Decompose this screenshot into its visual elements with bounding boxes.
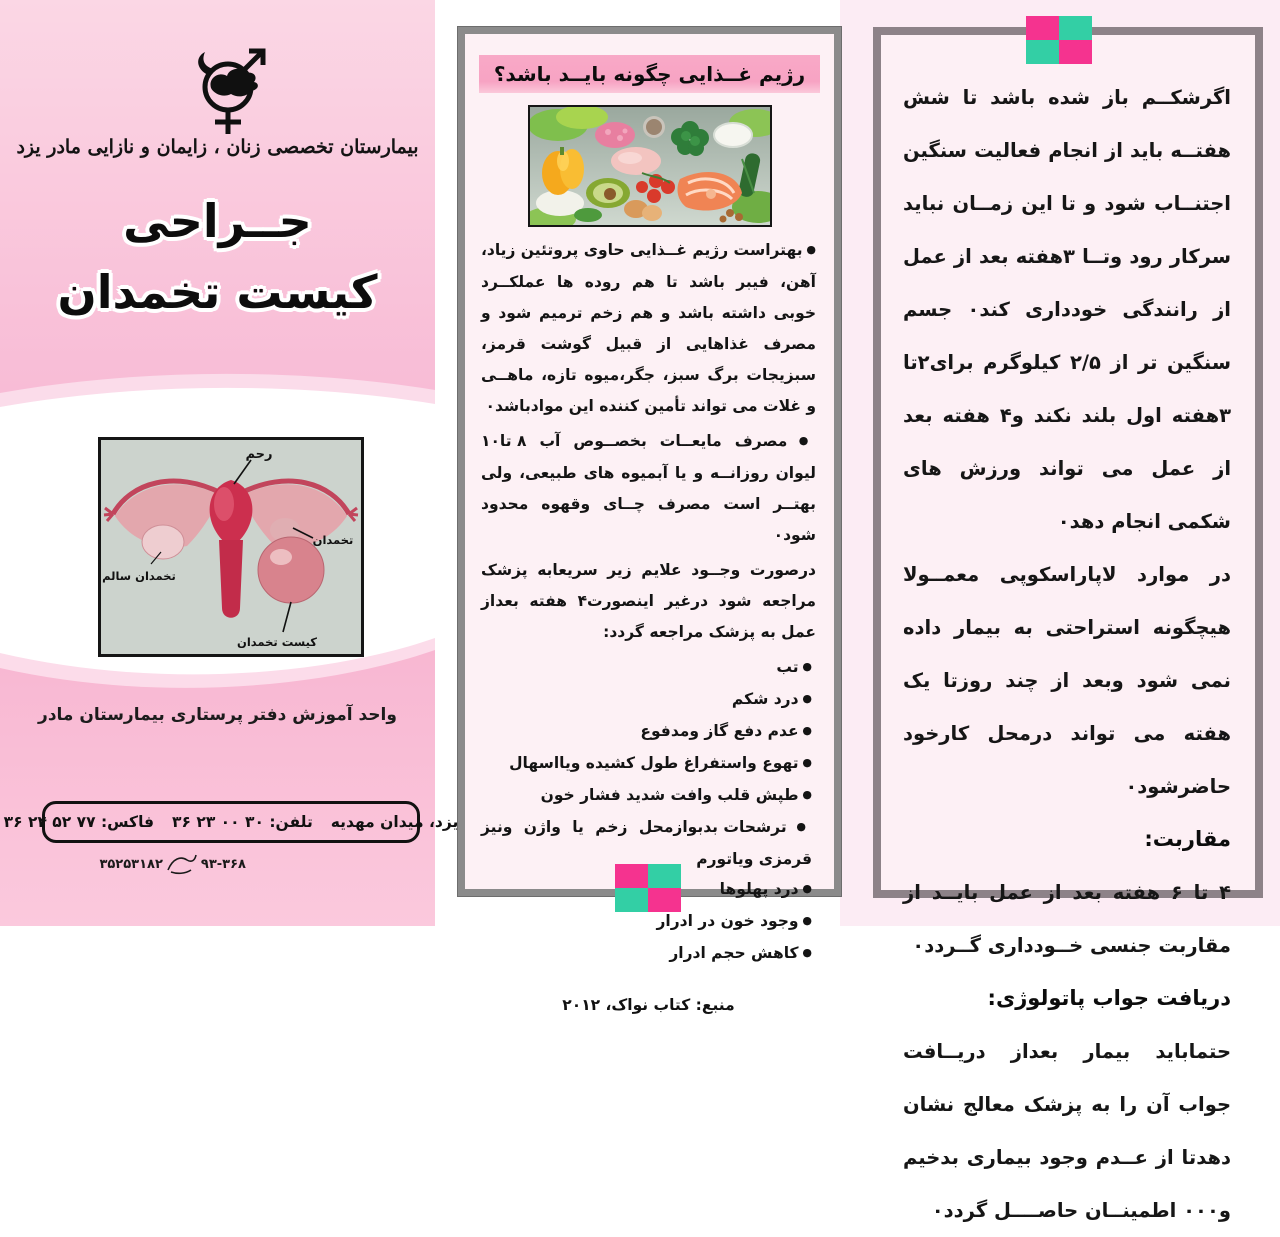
laparoscopy-paragraph: در موارد لاپاراسکوپی معمــولا هیچگونه استراحتی به بیمار داده نمی شود وبعد از چند روزتا یک هفته می تواند درمحل کارخود حاضرشود۰ xyxy=(903,563,1231,798)
symptom-item: ● طپش قلب وافت شدید فشار خون xyxy=(481,780,814,812)
post-op-care-panel xyxy=(873,27,1263,1222)
phone-number: ۳۶ ۲۳ ۰۰ ۳۰ xyxy=(172,813,264,831)
label-ovarian-cyst: کیست تخمدان xyxy=(237,635,317,649)
symptom-item: ● درد شکم xyxy=(481,684,814,716)
intercourse-paragraph: ۴ تا ۶ هفته بعد از عمل بایــد از مقاربت جنسی خــودداری گــردد۰ xyxy=(903,881,1231,957)
warning-paragraph: درصورت وجــود علایم زیر سریعابه پزشک مراجعه شود درغیر اینصورت۴ هفته بعداز عمل به پزشک مراجعه گردد: xyxy=(481,561,816,641)
print-code-left: ۳۵۲۵۳۱۸۲ xyxy=(99,856,163,872)
pathology-heading: دریافت جواب پاتولوژی: xyxy=(987,986,1231,1010)
label-healthy-ovary: تخمدان سالم xyxy=(102,569,176,583)
pathology-paragraph: حتماباید بیمار بعداز دریــافت جواب آن را به پزشک معالج نشان دهدتا از عــدم وجود بیماری بدخیم و۰۰۰ اطمینــان حاصــــل گردد۰ xyxy=(903,1040,1231,1222)
title-line-1: جــراحی xyxy=(123,194,312,248)
symptom-item: ● کاهش حجم ادرار xyxy=(481,938,814,970)
symptom-item: ● درد پهلوها xyxy=(481,874,814,906)
print-code-right: ۹۳-۳۶۸ xyxy=(200,856,246,872)
fax-item xyxy=(4,813,154,831)
intercourse-heading: مقاربت: xyxy=(1144,827,1231,851)
address-contact-box xyxy=(3,801,459,843)
fax-number: ۳۶ ۲۴ ۵۲ ۷۷ xyxy=(3,813,96,831)
cover-panel xyxy=(0,0,459,926)
fluids-paragraph: ● مصرف مایعــات بخصــوص آب ۸ تا۱۰ لیوان روزانــه و یا آبمیوه های طبیعی، ولی بهتــر است مصرف چــای وقهوه محدود شود۰ xyxy=(481,426,816,551)
label-uterus: رحم xyxy=(245,447,273,462)
hospital-name: بیمارستان تخصصی زنان ، زایمان و نازایی مادر یزد xyxy=(16,136,419,158)
activity-paragraph: اگرشکــم باز شده باشد تا شش هفتــه باید از انجام فعالیت سنگین اجتنــاب شود و تا این زمــان نباید سرکار رود وتــا ۳هفته بعد از عمل از رانندگی خودداری کند۰ جسم سنگین تر از ۲/۵ کیلوگرم برای۲تا ۳هفته اول بلند نکند و۴ هفته بعد از عمل می تواند ورزش های شکمی انجام دهد۰ xyxy=(903,86,1231,533)
phone-item xyxy=(172,813,313,831)
gender-symbol-dove-icon xyxy=(178,42,278,142)
hospital-logo xyxy=(178,42,278,142)
nursing-education-unit: واحد آموزش دفتر پرستاری بیمارستان مادر xyxy=(38,705,397,725)
source-reference: منبع: کتاب نواک، ۲۰۱۲ xyxy=(562,996,735,1014)
fax-label: فاکس: xyxy=(100,813,155,831)
diet-header-banner: رژیم غــذایی چگونه بایــد باشد؟ xyxy=(479,55,820,93)
phone-label: تلفن: xyxy=(269,813,313,831)
title-line-2: کیست تخمدان xyxy=(57,265,378,320)
uterus-ovary-illustration xyxy=(101,440,361,654)
diet-paragraph: ● بهتراست رژیم غــذایی حاوی پروتئین زیاد، آهن، فیبر باشد تا هم روده ها عملکــرد خوبی داشته باشد و هم زخم ترمیم شود و مصرف غذاهایی از قبیل گوشت قرمز، سبزیجات برگ سبز، جگر،میوه تازه، ماهــی و غلات می تواند تأمین کننده این موادباشد۰ xyxy=(481,235,816,422)
label-ovary: تخمدان xyxy=(312,533,354,547)
brochure-title xyxy=(0,186,435,329)
diet-panel xyxy=(458,27,841,1014)
anatomy-figure xyxy=(98,437,364,657)
print-house-info xyxy=(36,852,246,876)
print-house-calligraphy-mark xyxy=(165,852,199,876)
symptom-item: ● وجود خون در ادرار xyxy=(481,906,814,938)
symptoms-list xyxy=(481,652,816,970)
symptom-item: ● تهوع واستفراغ طول کشیده ویااسهال xyxy=(481,748,814,780)
checker-decoration-bottom xyxy=(615,864,681,912)
healthy-food-photo xyxy=(528,105,772,227)
post-op-text-body xyxy=(881,35,1255,1237)
address-city: یزد، میدان مهدیه xyxy=(330,813,459,831)
checker-decoration-top xyxy=(1026,16,1092,64)
symptom-item: ● تب xyxy=(481,652,814,684)
symptom-item: ● عدم دفع گاز ومدفوع xyxy=(481,716,814,748)
symptom-item: ● ترشحات بدبوازمحل زخم یا واژن ونیز قرمزی ویاتورم xyxy=(481,812,814,874)
